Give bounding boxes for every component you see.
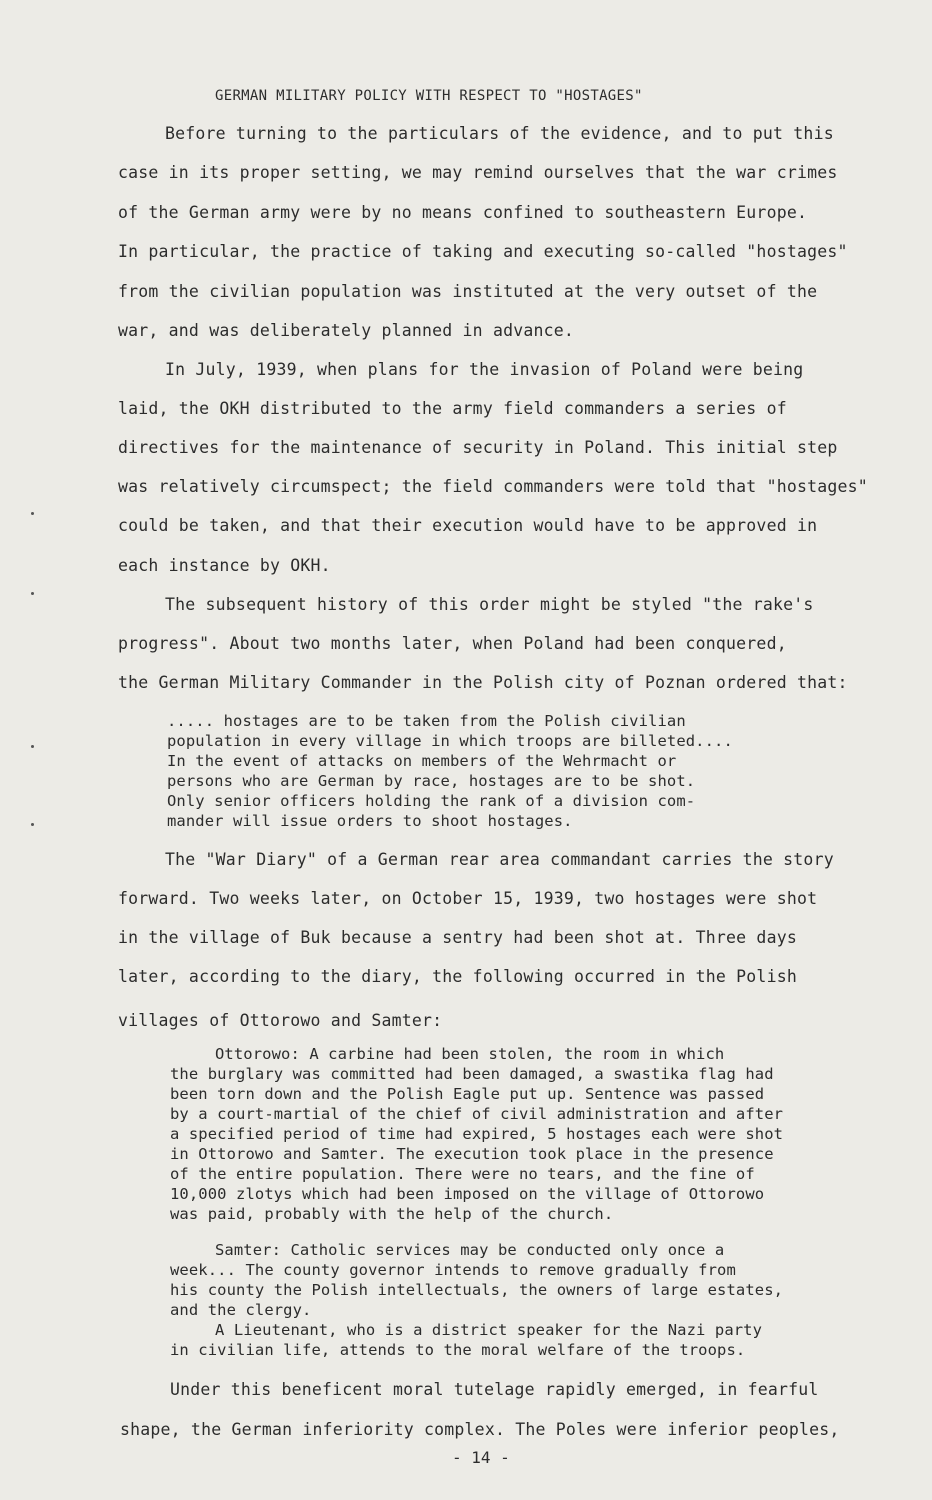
text-line: progress". About two months later, when Poland had been conquered, xyxy=(118,634,787,653)
text-line: The subsequent history of this order might be styled "the rake's xyxy=(165,595,814,614)
text-line: the German Military Commander in the Polish city of Poznan ordered that: xyxy=(118,673,848,692)
quote-line: Only senior officers holding the rank of a division com- xyxy=(167,792,696,810)
text-line: The "War Diary" of a German rear area commandant carries the story xyxy=(165,850,834,869)
quote-line: mander will issue orders to shoot hostages. xyxy=(167,812,573,830)
quote-line: the burglary was committed had been damaged, a swastika flag had xyxy=(170,1065,774,1083)
quote-line: his county the Polish intellectuals, the owners of large estates, xyxy=(170,1281,784,1299)
quote-line: Samter: Catholic services may be conducted only once a xyxy=(215,1241,725,1259)
page-number: - 14 - xyxy=(452,1448,510,1467)
text-line: from the civilian population was instituted at the very outset of the xyxy=(118,282,818,301)
quote-line: been torn down and the Polish Eagle put up. Sentence was passed xyxy=(170,1085,765,1103)
text-line: of the German army were by no means confined to southeastern Europe. xyxy=(118,203,808,222)
quote-line: population in every village in which troops are billeted.... xyxy=(167,732,733,750)
text-line: villages of Ottorowo and Samter: xyxy=(118,1011,443,1030)
text-line: directives for the maintenance of security in Poland. This initial step xyxy=(118,438,838,457)
quote-line: a specified period of time had expired, 5 hostages each were shot xyxy=(170,1125,784,1143)
text-line: was relatively circumspect; the field commanders were told that "hostages" xyxy=(118,477,868,496)
text-line: war, and was deliberately planned in advance. xyxy=(118,321,575,340)
text-line: could be taken, and that their execution would have to be approved in xyxy=(118,516,818,535)
quote-line: A Lieutenant, who is a district speaker for the Nazi party xyxy=(215,1321,763,1339)
text-line: Before turning to the particulars of the evidence, and to put this xyxy=(165,124,834,143)
text-line: shape, the German inferiority complex. The Poles were inferior peoples, xyxy=(120,1420,840,1439)
margin-mark xyxy=(31,823,34,826)
quote-line: persons who are German by race, hostages are to be shot. xyxy=(167,772,696,790)
text-line: forward. Two weeks later, on October 15, 1939, two hostages were shot xyxy=(118,889,818,908)
quote-line: 10,000 zlotys which had been imposed on the village of Ottorowo xyxy=(170,1185,765,1203)
margin-mark xyxy=(31,512,34,515)
text-line: later, according to the diary, the following occurred in the Polish xyxy=(118,967,797,986)
quote-line: in Ottorowo and Samter. The execution took place in the presence xyxy=(170,1145,774,1163)
page-title: GERMAN MILITARY POLICY WITH RESPECT TO "HOSTAGES" xyxy=(215,88,643,104)
quote-line: by a court-martial of the chief of civil administration and after xyxy=(170,1105,784,1123)
text-line: in the village of Buk because a sentry had been shot at. Three days xyxy=(118,928,797,947)
text-line: Under this beneficent moral tutelage rapidly emerged, in fearful xyxy=(170,1380,819,1399)
quote-line: in civilian life, attends to the moral welfare of the troops. xyxy=(170,1341,746,1359)
quote-line: ..... hostages are to be taken from the Polish civilian xyxy=(167,712,686,730)
quote-line: In the event of attacks on members of the Wehrmacht or xyxy=(167,752,677,770)
quote-line: of the entire population. There were no tears, and the fine of xyxy=(170,1165,755,1183)
quote-line: and the clergy. xyxy=(170,1301,312,1319)
quote-line: week... The county governor intends to remove gradually from xyxy=(170,1261,736,1279)
text-line: In particular, the practice of taking and executing so-called "hostages" xyxy=(118,242,848,261)
quote-line: was paid, probably with the help of the church. xyxy=(170,1205,614,1223)
text-line: case in its proper setting, we may remind ourselves that the war crimes xyxy=(118,163,838,182)
margin-mark xyxy=(31,745,34,748)
text-line: laid, the OKH distributed to the army field commanders a series of xyxy=(118,399,787,418)
text-line: In July, 1939, when plans for the invasion of Poland were being xyxy=(165,360,804,379)
margin-mark xyxy=(31,592,34,595)
text-line: each instance by OKH. xyxy=(118,556,331,575)
quote-line: Ottorowo: A carbine had been stolen, the room in which xyxy=(215,1045,725,1063)
